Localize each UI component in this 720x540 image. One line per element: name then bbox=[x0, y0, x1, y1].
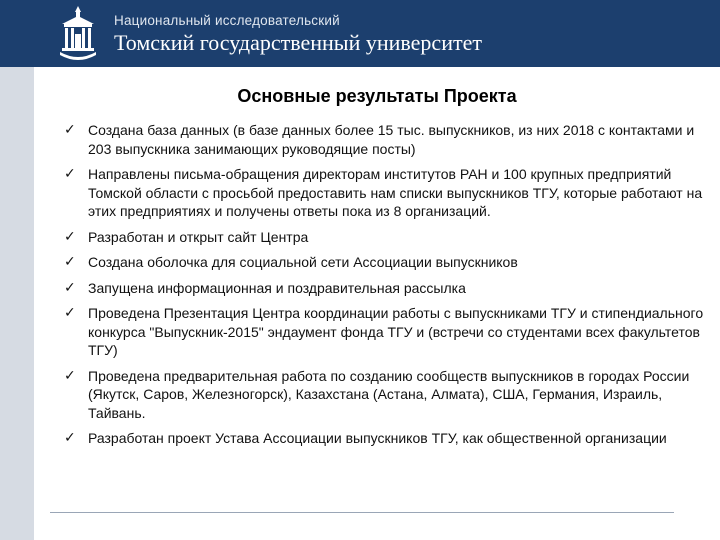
list-item-text: Запущена информационная и поздравительная рассылка bbox=[88, 279, 466, 296]
list-item-text: Создана база данных (в базе данных более 15 тыс. выпускников, из них 2018 с контактами и 203 выпускника занимающих руководящие посты) bbox=[88, 122, 695, 157]
list-item-text: Проведена предварительная работа по созданию сообществ выпускников в городах России (Якутск, Саров, Железногорск), Казахстана (Астана, Алмата), США, Германия, Израиль, Тайвань. bbox=[88, 367, 690, 421]
checkmark-icon: ✓ bbox=[64, 228, 76, 245]
list-item-text: Разработан проект Устава Ассоциации выпускников ТГУ, как общественной организации bbox=[88, 430, 667, 446]
results-list bbox=[64, 121, 704, 455]
list-item bbox=[64, 279, 704, 298]
list-item-text: Проведена Презентация Центра координации работы с выпускниками ТГУ и стипендиального конкурса "Выпускник-2015" эндаумент фонда ТГУ и (встречи со студентами всех факультетов ТГУ) bbox=[88, 305, 704, 358]
university-subtitle: Национальный исследовательский bbox=[114, 13, 340, 28]
university-logo-icon bbox=[56, 4, 100, 62]
checkmark-icon: ✓ bbox=[64, 305, 76, 321]
bottom-divider bbox=[50, 512, 674, 513]
header-banner bbox=[0, 0, 720, 67]
list-item bbox=[64, 304, 704, 360]
left-decorative-bar bbox=[0, 67, 34, 540]
checkmark-icon: ✓ bbox=[64, 254, 76, 270]
list-item-text: Создана оболочка для социальной сети Ассоциации выпускников bbox=[88, 254, 518, 270]
university-name: Томский государственный университет bbox=[114, 30, 482, 55]
list-item bbox=[64, 121, 704, 158]
list-item bbox=[64, 253, 704, 272]
slide-title: Основные результаты Проекта bbox=[237, 86, 517, 106]
list-item bbox=[64, 367, 704, 423]
list-item-text: Разработан и открыт сайт Центра bbox=[88, 228, 309, 245]
list-item-text: Направлены письма-обращения директорам институтов РАН и 100 крупных предприятий Томской области с просьбой предоставить нам списки выпускников ТГУ, которые работают на этих предприятиях и получены ответы пока из 8 организаций. bbox=[88, 166, 703, 219]
list-item bbox=[64, 228, 704, 247]
list-item bbox=[64, 429, 704, 448]
checkmark-icon: ✓ bbox=[64, 279, 76, 296]
list-item bbox=[64, 165, 704, 221]
checkmark-icon: ✓ bbox=[64, 166, 76, 182]
checkmark-icon: ✓ bbox=[64, 367, 76, 384]
checkmark-icon: ✓ bbox=[64, 122, 76, 138]
checkmark-icon: ✓ bbox=[64, 430, 76, 446]
